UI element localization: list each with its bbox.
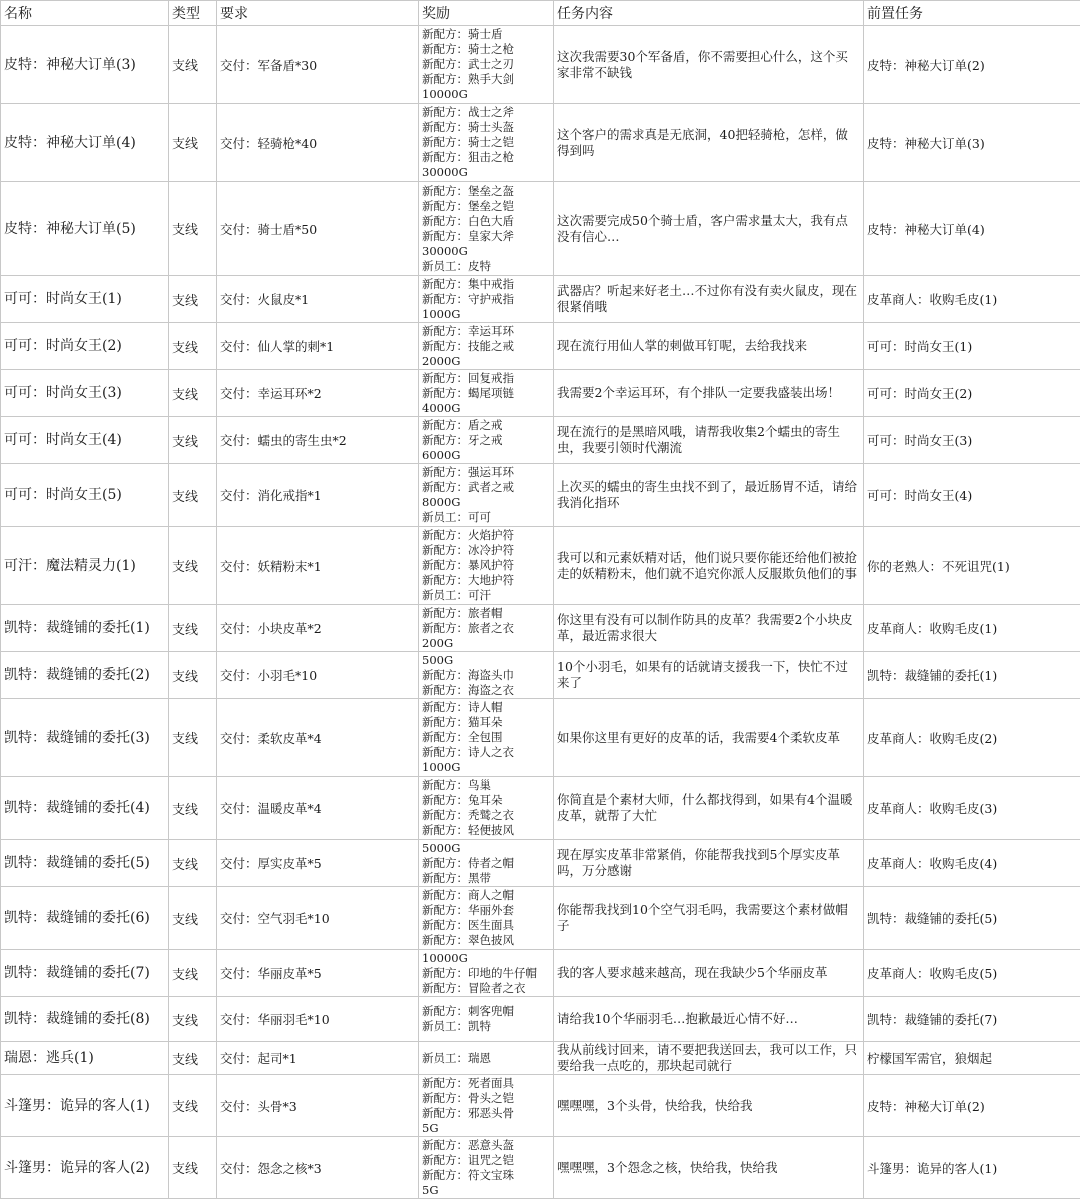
cell-type: 支线 xyxy=(169,840,217,887)
table-row xyxy=(1,26,1080,104)
cell-prerequisite: 皮革商人：收购毛皮(3) xyxy=(864,777,1080,840)
table-row xyxy=(1,950,1080,997)
cell-reward: 新配方：堡垒之盔 新配方：堡垒之铠 新配方：白色大盾 新配方：皇家大斧 30000G 新员工：皮特 xyxy=(419,182,554,276)
cell-requirement: 交付：华丽皮革*5 xyxy=(217,950,419,997)
cell-reward: 新配方：回复戒指 新配方：蝎尾项链 4000G xyxy=(419,370,554,417)
cell-prerequisite: 斗篷男：诡异的客人(1) xyxy=(864,1137,1080,1199)
table-row xyxy=(1,527,1080,605)
cell-name: 凯特：裁缝铺的委托(4) xyxy=(1,777,169,840)
cell-name: 凯特：裁缝铺的委托(8) xyxy=(1,997,169,1042)
cell-type: 支线 xyxy=(169,997,217,1042)
cell-prerequisite: 可可：时尚女王(3) xyxy=(864,417,1080,464)
cell-description: 现在流行的是黑暗风哦，请帮我收集2个蠕虫的寄生虫，我要引领时代潮流 xyxy=(554,417,864,464)
cell-type: 支线 xyxy=(169,182,217,276)
cell-requirement: 交付：小块皮革*2 xyxy=(217,605,419,652)
cell-prerequisite: 柠檬国军需官，狼烟起 xyxy=(864,1042,1080,1075)
cell-description: 你这里有没有可以制作防具的皮革？我需要2个小块皮革，最近需求很大 xyxy=(554,605,864,652)
cell-description: 这次需要完成50个骑士盾，客户需求量太大，我有点没有信心… xyxy=(554,182,864,276)
cell-name: 凯特：裁缝铺的委托(1) xyxy=(1,605,169,652)
table-row xyxy=(1,370,1080,417)
cell-description: 你能帮我找到10个空气羽毛吗，我需要这个素材做帽子 xyxy=(554,887,864,950)
cell-requirement: 交付：消化戒指*1 xyxy=(217,464,419,527)
cell-description: 如果你这里有更好的皮革的话，我需要4个柔软皮革 xyxy=(554,699,864,777)
cell-reward: 新配方：幸运耳环 新配方：技能之戒 2000G xyxy=(419,323,554,370)
table-row xyxy=(1,1042,1080,1075)
cell-type: 支线 xyxy=(169,777,217,840)
cell-requirement: 交付：火鼠皮*1 xyxy=(217,276,419,323)
cell-name: 皮特：神秘大订单(4) xyxy=(1,104,169,182)
cell-reward: 新配方：刺客兜帽 新员工：凯特 xyxy=(419,997,554,1042)
cell-reward: 新配方：火焰护符 新配方：冰冷护符 新配方：暴风护符 新配方：大地护符 新员工：可汗 xyxy=(419,527,554,605)
cell-description: 我需要2个幸运耳环，有个排队一定要我盛装出场！ xyxy=(554,370,864,417)
cell-type: 支线 xyxy=(169,276,217,323)
table-row xyxy=(1,997,1080,1042)
cell-type: 支线 xyxy=(169,1075,217,1137)
table-row xyxy=(1,652,1080,699)
cell-type: 支线 xyxy=(169,417,217,464)
cell-prerequisite: 皮特：神秘大订单(3) xyxy=(864,104,1080,182)
cell-description: 请给我10个华丽羽毛…抱歉最近心情不好… xyxy=(554,997,864,1042)
cell-type: 支线 xyxy=(169,605,217,652)
table-row xyxy=(1,605,1080,652)
cell-prerequisite: 你的老熟人：不死诅咒(1) xyxy=(864,527,1080,605)
cell-name: 凯特：裁缝铺的委托(7) xyxy=(1,950,169,997)
cell-name: 斗篷男：诡异的客人(2) xyxy=(1,1137,169,1199)
header-type: 类型 xyxy=(169,1,217,26)
cell-requirement: 交付：军备盾*30 xyxy=(217,26,419,104)
cell-requirement: 交付：空气羽毛*10 xyxy=(217,887,419,950)
cell-reward: 新员工：瑞恩 xyxy=(419,1042,554,1075)
cell-prerequisite: 可可：时尚女王(2) xyxy=(864,370,1080,417)
cell-type: 支线 xyxy=(169,26,217,104)
cell-description: 你简直是个素材大师，什么都找得到，如果有4个温暖皮革，就帮了大忙 xyxy=(554,777,864,840)
cell-name: 凯特：裁缝铺的委托(6) xyxy=(1,887,169,950)
cell-description: 这个客户的需求真是无底洞，40把轻骑枪，怎样，做得到吗 xyxy=(554,104,864,182)
cell-type: 支线 xyxy=(169,950,217,997)
cell-requirement: 交付：幸运耳环*2 xyxy=(217,370,419,417)
cell-reward: 新配方：诗人帽 新配方：猫耳朵 新配方：全包围 新配方：诗人之衣 1000G xyxy=(419,699,554,777)
header-requirement: 要求 xyxy=(217,1,419,26)
cell-description: 这次我需要30个军备盾，你不需要担心什么，这个买家非常不缺钱 xyxy=(554,26,864,104)
header-row xyxy=(1,1,1080,26)
cell-requirement: 交付：轻骑枪*40 xyxy=(217,104,419,182)
cell-requirement: 交付：头骨*3 xyxy=(217,1075,419,1137)
cell-reward: 新配方：商人之帽 新配方：华丽外套 新配方：医生面具 新配方：翠色披风 xyxy=(419,887,554,950)
cell-reward: 新配方：恶意头盔 新配方：诅咒之铠 新配方：符文宝珠 5G xyxy=(419,1137,554,1199)
table-row xyxy=(1,464,1080,527)
table-row xyxy=(1,887,1080,950)
cell-description: 现在流行用仙人掌的刺做耳钉呢，去给我找来 xyxy=(554,323,864,370)
cell-reward: 新配方：强运耳环 新配方：武者之戒 8000G 新员工：可可 xyxy=(419,464,554,527)
cell-description: 嘿嘿嘿，3个怨念之核，快给我，快给我 xyxy=(554,1137,864,1199)
cell-requirement: 交付：华丽羽毛*10 xyxy=(217,997,419,1042)
cell-description: 10个小羽毛，如果有的话就请支援我一下，快忙不过来了 xyxy=(554,652,864,699)
cell-name: 皮特：神秘大订单(5) xyxy=(1,182,169,276)
cell-prerequisite: 皮革商人：收购毛皮(1) xyxy=(864,605,1080,652)
header-name: 名称 xyxy=(1,1,169,26)
cell-description: 武器店？听起来好老土…不过你有没有卖火鼠皮，现在很紧俏哦 xyxy=(554,276,864,323)
cell-type: 支线 xyxy=(169,652,217,699)
cell-requirement: 交付：妖精粉末*1 xyxy=(217,527,419,605)
cell-reward: 新配方：骑士盾 新配方：骑士之枪 新配方：武士之刃 新配方：熟手大剑 10000G xyxy=(419,26,554,104)
cell-reward: 新配方：集中戒指 新配方：守护戒指 1000G xyxy=(419,276,554,323)
cell-name: 凯特：裁缝铺的委托(2) xyxy=(1,652,169,699)
cell-requirement: 交付：柔软皮革*4 xyxy=(217,699,419,777)
cell-requirement: 交付：蠕虫的寄生虫*2 xyxy=(217,417,419,464)
cell-reward: 新配方：死者面具 新配方：骨头之铠 新配方：邪恶头骨 5G xyxy=(419,1075,554,1137)
cell-type: 支线 xyxy=(169,464,217,527)
cell-description: 我的客人要求越来越高，现在我缺少5个华丽皮革 xyxy=(554,950,864,997)
cell-prerequisite: 皮革商人：收购毛皮(1) xyxy=(864,276,1080,323)
table-row xyxy=(1,840,1080,887)
cell-name: 可可：时尚女王(4) xyxy=(1,417,169,464)
cell-reward: 10000G 新配方：印地的牛仔帽 新配方：冒险者之衣 xyxy=(419,950,554,997)
cell-type: 支线 xyxy=(169,527,217,605)
cell-requirement: 交付：骑士盾*50 xyxy=(217,182,419,276)
table-row xyxy=(1,699,1080,777)
table-row xyxy=(1,104,1080,182)
cell-type: 支线 xyxy=(169,323,217,370)
table-row xyxy=(1,1137,1080,1199)
cell-prerequisite: 皮特：神秘大订单(2) xyxy=(864,26,1080,104)
cell-reward: 500G 新配方：海盗头巾 新配方：海盗之衣 xyxy=(419,652,554,699)
table-row xyxy=(1,777,1080,840)
cell-prerequisite: 凯特：裁缝铺的委托(5) xyxy=(864,887,1080,950)
header-reward: 奖励 xyxy=(419,1,554,26)
cell-name: 可可：时尚女王(2) xyxy=(1,323,169,370)
cell-description: 嘿嘿嘿，3个头骨，快给我，快给我 xyxy=(554,1075,864,1137)
cell-description: 现在厚实皮革非常紧俏，你能帮我找到5个厚实皮革吗，万分感谢 xyxy=(554,840,864,887)
cell-prerequisite: 皮特：神秘大订单(2) xyxy=(864,1075,1080,1137)
table-row xyxy=(1,276,1080,323)
cell-description: 我可以和元素妖精对话，他们说只要你能还给他们被抢走的妖精粉末，他们就不追究你派人反服欺负他们的事 xyxy=(554,527,864,605)
cell-reward: 新配方：战士之斧 新配方：骑士头盔 新配方：骑士之铠 新配方：狙击之枪 30000G xyxy=(419,104,554,182)
cell-prerequisite: 皮革商人：收购毛皮(5) xyxy=(864,950,1080,997)
header-description: 任务内容 xyxy=(554,1,864,26)
cell-reward: 新配方：旅者帽 新配方：旅者之衣 200G xyxy=(419,605,554,652)
cell-description: 我从前线讨回来，请不要把我送回去，我可以工作，只要给我一点吃的，那块起司就行 xyxy=(554,1042,864,1075)
cell-reward: 新配方：盾之戒 新配方：牙之戒 6000G xyxy=(419,417,554,464)
cell-name: 可可：时尚女王(3) xyxy=(1,370,169,417)
cell-name: 可可：时尚女王(1) xyxy=(1,276,169,323)
cell-name: 可汗：魔法精灵力(1) xyxy=(1,527,169,605)
table-row xyxy=(1,182,1080,276)
cell-prerequisite: 凯特：裁缝铺的委托(7) xyxy=(864,997,1080,1042)
cell-requirement: 交付：怨念之核*3 xyxy=(217,1137,419,1199)
cell-prerequisite: 皮革商人：收购毛皮(2) xyxy=(864,699,1080,777)
table-row xyxy=(1,1075,1080,1137)
cell-description: 上次买的蠕虫的寄生虫找不到了，最近肠胃不适，请给我消化指环 xyxy=(554,464,864,527)
cell-prerequisite: 皮特：神秘大订单(4) xyxy=(864,182,1080,276)
cell-type: 支线 xyxy=(169,104,217,182)
cell-prerequisite: 可可：时尚女王(1) xyxy=(864,323,1080,370)
cell-requirement: 交付：仙人掌的刺*1 xyxy=(217,323,419,370)
cell-reward: 5000G 新配方：侍者之帽 新配方：黑带 xyxy=(419,840,554,887)
cell-name: 凯特：裁缝铺的委托(5) xyxy=(1,840,169,887)
cell-prerequisite: 凯特：裁缝铺的委托(1) xyxy=(864,652,1080,699)
cell-prerequisite: 可可：时尚女王(4) xyxy=(864,464,1080,527)
cell-requirement: 交付：起司*1 xyxy=(217,1042,419,1075)
cell-requirement: 交付：厚实皮革*5 xyxy=(217,840,419,887)
cell-requirement: 交付：小羽毛*10 xyxy=(217,652,419,699)
cell-name: 可可：时尚女王(5) xyxy=(1,464,169,527)
table-row xyxy=(1,323,1080,370)
cell-name: 凯特：裁缝铺的委托(3) xyxy=(1,699,169,777)
cell-type: 支线 xyxy=(169,887,217,950)
table-row xyxy=(1,417,1080,464)
cell-name: 瑞恩：逃兵(1) xyxy=(1,1042,169,1075)
cell-reward: 新配方：鸟巢 新配方：兔耳朵 新配方：秃鹫之衣 新配方：轻便披风 xyxy=(419,777,554,840)
cell-name: 皮特：神秘大订单(3) xyxy=(1,26,169,104)
cell-type: 支线 xyxy=(169,1137,217,1199)
cell-type: 支线 xyxy=(169,699,217,777)
cell-name: 斗篷男：诡异的客人(1) xyxy=(1,1075,169,1137)
cell-requirement: 交付：温暖皮革*4 xyxy=(217,777,419,840)
cell-type: 支线 xyxy=(169,1042,217,1075)
cell-type: 支线 xyxy=(169,370,217,417)
cell-prerequisite: 皮革商人：收购毛皮(4) xyxy=(864,840,1080,887)
header-prerequisite: 前置任务 xyxy=(864,1,1080,26)
